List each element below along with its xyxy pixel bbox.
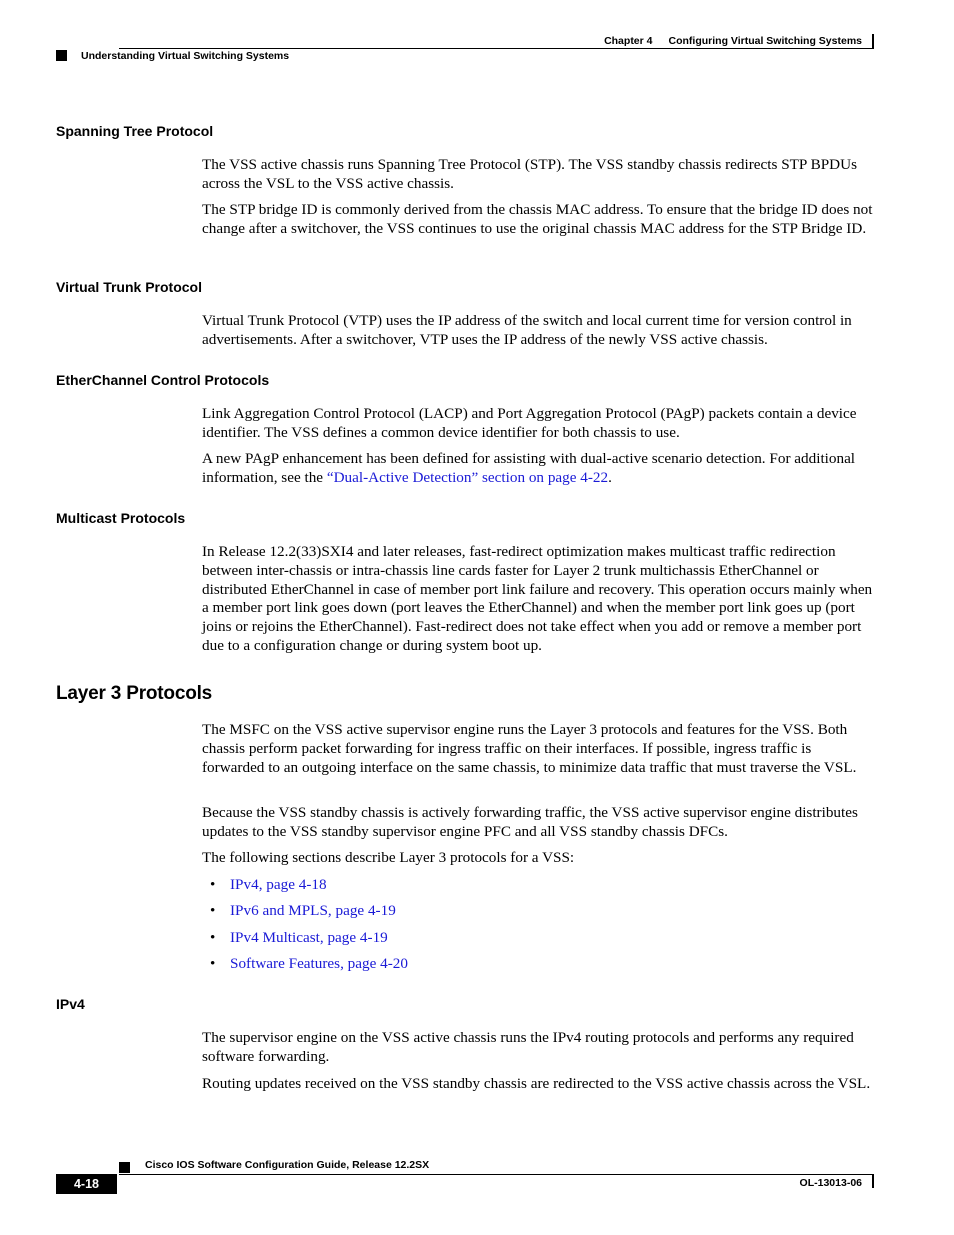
list-item: [202, 876, 408, 902]
list-item: [202, 929, 408, 955]
paragraph-layer3-1: The MSFC on the VSS active supervisor engine runs the Layer 3 protocols and features for the VSS. Both chassis perform packet forwarding for ingress traffic on their interfaces. If possible, ingress traffic is forwarded to an outgoing interface on the same chassis, to minimize data traffic that must traverse the VSL.: [202, 721, 857, 776]
header-rule: [119, 48, 874, 49]
heading-layer-3-protocols: Layer 3 Protocols: [56, 683, 213, 704]
paragraph-etherchannel-2: [202, 450, 874, 488]
paragraph-etherchannel-2-end: .: [608, 468, 612, 486]
paragraph-multicast-1: In Release 12.2(33)SXI4 and later releases, fast-redirect optimization makes multicast traffic redirection between inter-chassis or intra-chassis line cards faster for Layer 2 trunk multichassis EtherChannel or distributed EtherChannel in case of member port link failure and recovery. This operation occurs mainly when a member port link goes down (port leaves the EtherChannel) and when the member port link goes up (port joins or rejoins the EtherChannel). Fast-redirect does not take effect when you add or remove a member port due to a configuration change or during system boot up.: [202, 543, 873, 654]
chapter-title: Configuring Virtual Switching Systems: [668, 35, 862, 47]
bullet-icon: •: [210, 955, 216, 973]
paragraph-layer3-3: The following sections describe Layer 3 protocols for a VSS:: [202, 849, 575, 866]
bullet-icon: •: [210, 902, 216, 920]
link-ipv4-multicast[interactable]: IPv4 Multicast, page 4-19: [230, 928, 388, 946]
paragraph-ipv4-1: The supervisor engine on the VSS active chassis runs the IPv4 routing protocols and performs any required software forwarding.: [202, 1029, 854, 1065]
paragraph-stp-2: The STP bridge ID is commonly derived from the chassis MAC address. To ensure that the bridge ID does not change after a switchover, the VSS continues to use the original chassis MAC address for the STP Bridge ID.: [202, 201, 873, 237]
header-block-marker: [56, 50, 67, 61]
list-item: [202, 955, 408, 981]
heading-ipv4: IPv4: [56, 996, 85, 1012]
heading-etherchannel-control-protocols: EtherChannel Control Protocols: [56, 372, 270, 388]
bullet-icon: •: [210, 928, 216, 946]
heading-multicast-protocols: Multicast Protocols: [56, 510, 186, 526]
layer3-topic-list: [202, 876, 408, 982]
paragraph-etherchannel-2-text: A new PAgP enhancement has been defined for assisting with dual-active scenario detection. For additional information, see the: [202, 450, 856, 486]
paragraph-stp-1: The VSS active chassis runs Spanning Tree Protocol (STP). The VSS standby chassis redirects STP BPDUs across the VSL to the VSS active chassis.: [202, 156, 858, 192]
footer-doc-number: OL-13013-06: [799, 1177, 862, 1189]
link-ipv6-and-mpls[interactable]: IPv6 and MPLS, page 4-19: [230, 902, 396, 920]
link-ipv4[interactable]: IPv4, page 4-18: [230, 876, 327, 893]
heading-virtual-trunk-protocol: Virtual Trunk Protocol: [56, 279, 202, 295]
chapter-number: Chapter 4: [604, 35, 653, 47]
paragraph-vtp-1: Virtual Trunk Protocol (VTP) uses the IP address of the switch and local current time for version control in advertisements. After a switchover, VTP uses the IP address of the newly VSS active chassis.: [202, 312, 852, 348]
header-vertical-rule: [872, 34, 874, 49]
page-number: 4-18: [56, 1174, 117, 1194]
list-item: [202, 902, 408, 928]
paragraph-etherchannel-1: Link Aggregation Control Protocol (LACP) and Port Aggregation Protocol (PAgP) packets contain a device identifier. The VSS defines a common device identifier for both chassis to use.: [202, 405, 857, 441]
heading-spanning-tree-protocol: Spanning Tree Protocol: [56, 123, 214, 139]
link-software-features[interactable]: Software Features, page 4-20: [230, 955, 408, 973]
footer-rule: [119, 1174, 874, 1175]
footer-block-marker: [119, 1162, 130, 1173]
paragraph-layer3-2: Because the VSS standby chassis is actively forwarding traffic, the VSS active supervisor engine distributes updates to the VSS standby supervisor engine PFC and all VSS standby chassis DFCs.: [202, 804, 858, 840]
running-header-section: Understanding Virtual Switching Systems: [81, 50, 290, 62]
footer-guide-title: Cisco IOS Software Configuration Guide, Release 12.2SX: [145, 1159, 430, 1171]
footer-vertical-rule: [872, 1174, 874, 1188]
bullet-icon: •: [210, 876, 216, 893]
paragraph-ipv4-2: Routing updates received on the VSS standby chassis are redirected to the VSS active chassis across the VSL.: [202, 1075, 871, 1092]
running-header-chapter: [604, 35, 862, 47]
link-dual-active-detection[interactable]: “Dual-Active Detection” section on page 4-22: [326, 468, 609, 486]
